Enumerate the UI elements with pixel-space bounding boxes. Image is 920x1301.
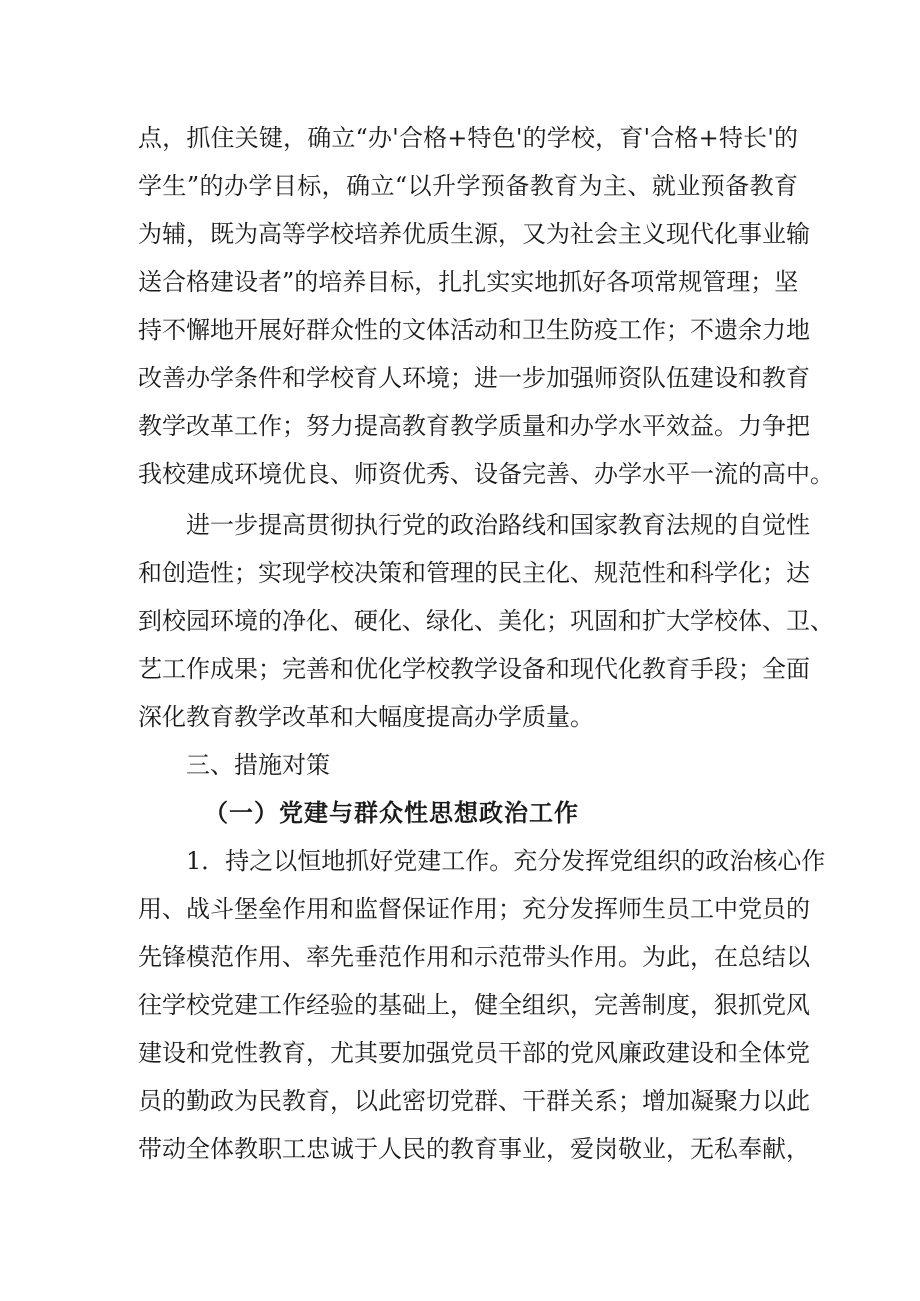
section-heading: 三、措施对策 xyxy=(186,751,330,779)
paragraph-2-line-5: 深化教育教学改革和大幅度提高办学质量。 xyxy=(138,703,594,731)
paragraph-1-line-6: 改善办学条件和学校育人环境；进一步加强师资队伍建设和教育 xyxy=(138,364,810,392)
paragraph-2-line-1: 进一步提高贯彻执行党的政治路线和国家教育法规的自觉性 xyxy=(186,511,810,539)
paragraph-1-line-3: 为辅，既为高等学校培养优质生源，又为社会主义现代化事业输 xyxy=(138,220,810,248)
paragraph-1-line-2: 学生”的办学目标，确立“以升学预备教育为主、就业预备教育 xyxy=(138,172,798,200)
paragraph-3-line-3: 先锋模范作用、率先垂范作用和示范带头作用。为此，在总结以 xyxy=(138,943,810,971)
paragraph-1-line-1: 点，抓住关键，确立“办'合格+特色'的学校，育'合格+特长'的 xyxy=(138,124,798,152)
paragraph-3-line-5: 建设和党性教育，尤其要加强党员干部的党风廉政建设和全体党 xyxy=(138,1039,810,1067)
paragraph-2-line-2: 和创造性；实现学校决策和管理的民主化、规范性和科学化；达 xyxy=(138,559,810,587)
paragraph-3-line-6: 员的勤政为民教育，以此密切党群、干群关系；增加凝聚力以此 xyxy=(138,1087,810,1115)
paragraph-3-line-2: 用、战斗堡垒作用和监督保证作用；充分发挥师生员工中党员的 xyxy=(138,895,810,923)
paragraph-2-line-3: 到校园环境的净化、硬化、绿化、美化；巩固和扩大学校体、卫、 xyxy=(138,607,834,635)
paragraph-1-line-4: 送合格建设者”的培养目标，扎扎实实地抓好各项常规管理；坚 xyxy=(138,268,799,296)
paragraph-3-line-1: 1．持之以恒地抓好党建工作。充分发挥党组织的政治核心作 xyxy=(186,847,826,875)
paragraph-1-line-5: 持不懈地开展好群众性的文体活动和卫生防疫工作；不遗余力地 xyxy=(138,316,810,344)
paragraph-1-line-7: 教学改革工作；努力提高教育教学质量和办学水平效益。力争把 xyxy=(138,412,810,440)
section-subheading: （一）党建与群众性思想政治工作 xyxy=(204,798,579,827)
paragraph-3-line-7: 带动全体教职工忠诚于人民的教育事业，爱岗敬业，无私奉献， xyxy=(138,1135,810,1163)
paragraph-3-line-4: 往学校党建工作经验的基础上，健全组织，完善制度，狠抓党风 xyxy=(138,991,810,1019)
paragraph-1-line-8: 我校建成环境优良、师资优秀、设备完善、办学水平一流的高中。 xyxy=(138,460,834,488)
paragraph-2-line-4: 艺工作成果；完善和优化学校教学设备和现代化教育手段；全面 xyxy=(138,655,810,683)
